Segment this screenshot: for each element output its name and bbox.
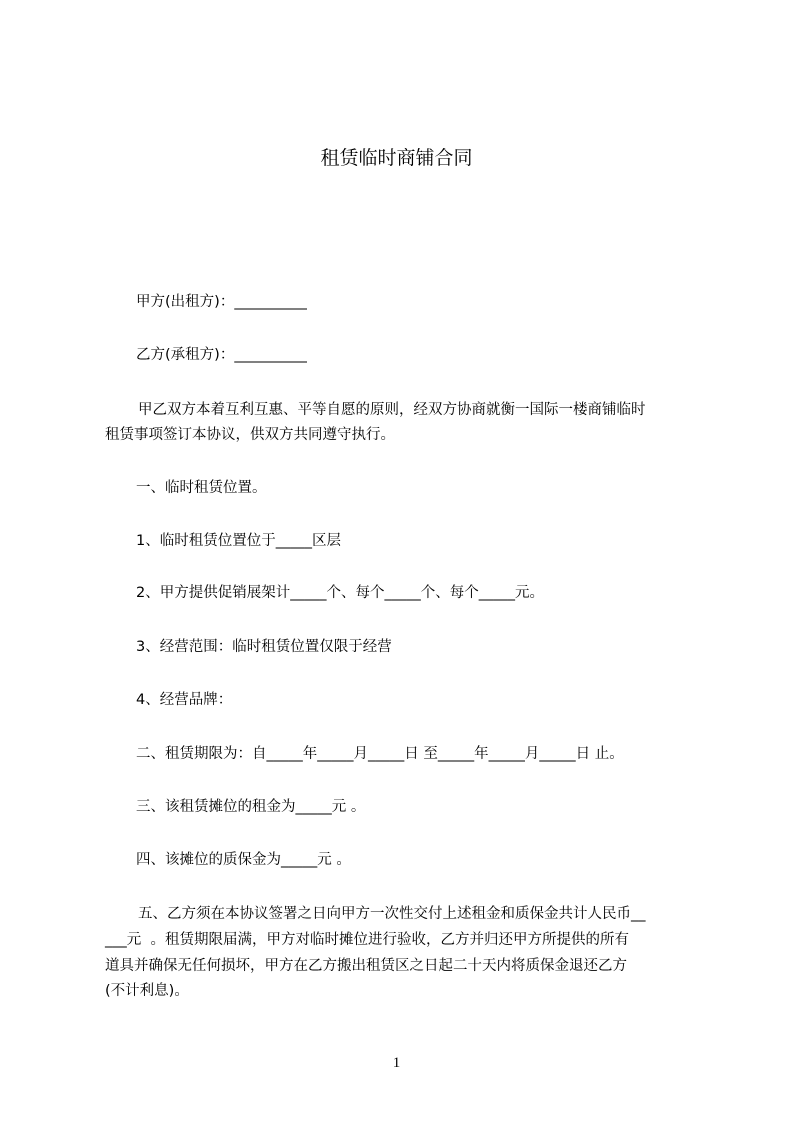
party-b-line: 乙方(承租方)：__________ xyxy=(136,347,307,363)
section-5-line-3: 道具并确保无任何损坏，甲方在乙方搬出租赁区之日起二十天内将质保金退还乙方 xyxy=(105,958,627,974)
section-5-line-4: (不计利息)。 xyxy=(105,983,189,999)
intro-line-2: 租赁事项签订本协议，供双方共同遵守执行。 xyxy=(105,427,395,443)
document-title: 租赁临时商铺合同 xyxy=(320,147,473,169)
section-5-line-2: ___元 。租赁期限届满，甲方对临时摊位进行验收，乙方并归还甲方所提供的所有 xyxy=(105,932,629,948)
section-3: 三、该租赁摊位的租金为_____元 。 xyxy=(136,799,366,815)
clause-1-2: 2、甲方提供促销展架计_____个、每个_____个、每个_____元。 xyxy=(136,585,544,601)
section-5-line-1: 五、乙方须在本协议签署之日向甲方一次性交付上述租金和质保金共计人民币__ xyxy=(138,906,646,922)
section-1-heading: 一、临时租赁位置。 xyxy=(136,480,267,496)
section-2: 二、租赁期限为：自_____年_____月_____日 至_____年_____月_____日 止。 xyxy=(136,746,624,762)
clause-1-4: 4、经营品牌： xyxy=(136,692,233,708)
clause-1-3: 3、经营范围：临时租赁位置仅限于经营 xyxy=(136,639,392,655)
page-number: 1 xyxy=(392,1055,401,1071)
party-a-line: 甲方(出租方)：__________ xyxy=(136,294,307,310)
section-4: 四、该摊位的质保金为_____元 。 xyxy=(136,852,351,868)
intro-line-1: 甲乙双方本着互利互惠、平等自愿的原则，经双方协商就衡一国际一楼商铺临时 xyxy=(138,402,646,418)
clause-1-1: 1、临时租赁位置位于_____区层 xyxy=(136,533,341,549)
